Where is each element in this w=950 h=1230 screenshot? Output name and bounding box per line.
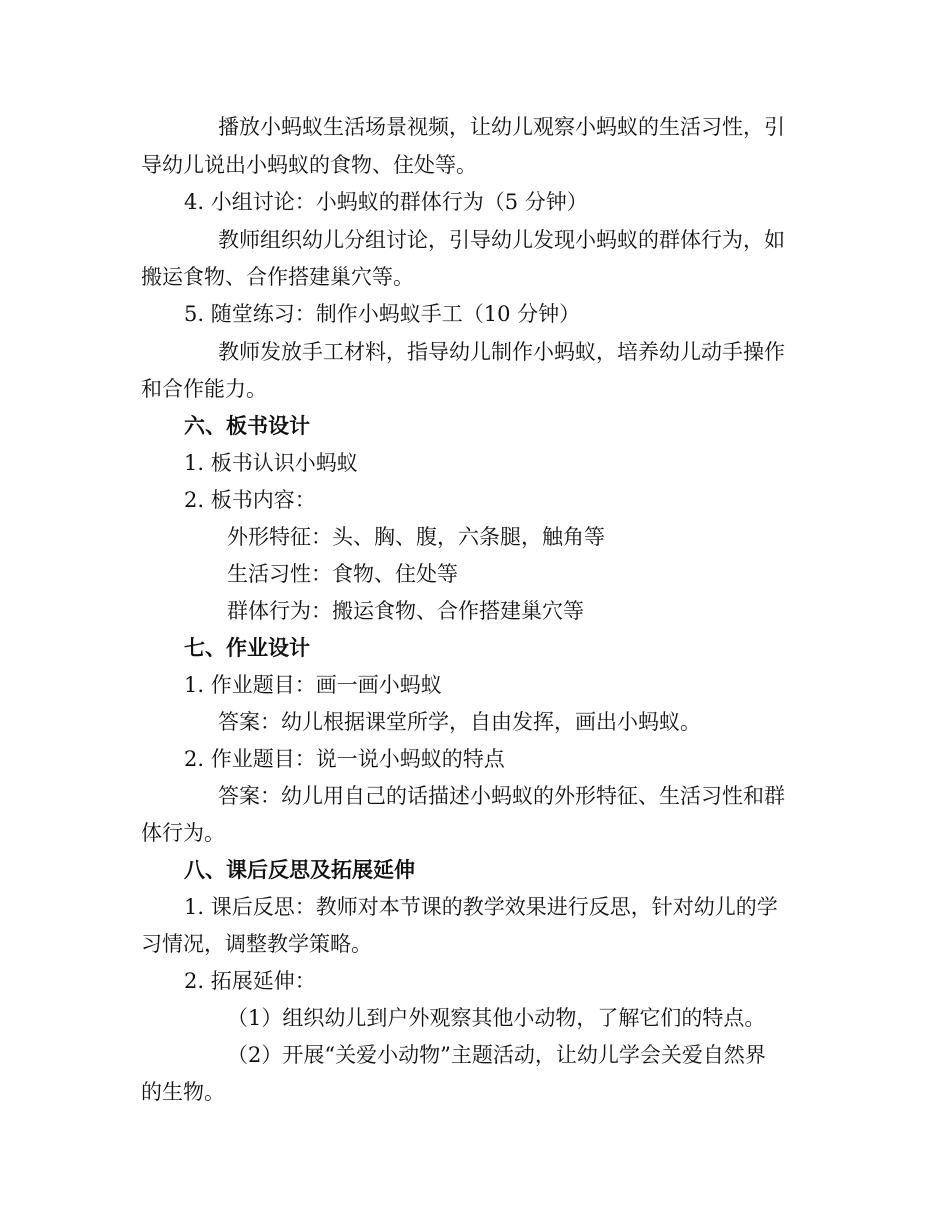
- list-item: 1. 课后反思：教师对本节课的教学效果进行反思，针对幼儿的学: [184, 895, 778, 919]
- list-item: 1. 作业题目：画一画小蚂蚁: [184, 673, 442, 697]
- paragraph-line: 和合作能力。: [141, 377, 267, 401]
- sub-item: （1）组织幼儿到户外观察其他小动物，了解它们的特点。: [227, 1006, 766, 1030]
- sub-item: （2）开展“关爱小动物”主题活动，让幼儿学会关爱自然界: [227, 1043, 766, 1067]
- list-item: 2. 拓展延伸：: [184, 969, 316, 993]
- paragraph-line: 教师发放手工材料，指导幼儿制作小蚂蚁，培养幼儿动手操作: [218, 340, 785, 364]
- list-item: 1. 板书认识小蚂蚁: [184, 451, 358, 475]
- paragraph-line: 搬运食物、合作搭建巢穴等。: [141, 265, 414, 289]
- paragraph-line: 习情况，调整教学策略。: [141, 932, 372, 956]
- answer-line: 体行为。: [141, 821, 225, 845]
- list-item-title: 4. 小组讨论：小蚂蚁的群体行为（5 分钟）: [184, 190, 588, 214]
- section-heading: 八、课后反思及拓展延伸: [184, 857, 415, 882]
- answer-line: 答案：幼儿根据课堂所学，自由发挥，画出小蚂蚁。: [218, 710, 701, 734]
- section-heading: 六、板书设计: [184, 413, 310, 438]
- sub-item: 外形特征：头、胸、腹，六条腿，触角等: [227, 525, 605, 549]
- list-item: 2. 板书内容：: [184, 488, 316, 512]
- list-item-title: 5. 随堂练习：制作小蚂蚁手工（10 分钟）: [184, 302, 581, 326]
- section-heading: 七、作业设计: [184, 635, 310, 660]
- sub-item: 生活习性：食物、住处等: [227, 562, 458, 586]
- paragraph-line: 播放小蚂蚁生活场景视频，让幼儿观察小蚂蚁的生活习性，引: [218, 115, 785, 139]
- paragraph-line: 的生物。: [141, 1080, 225, 1104]
- list-item: 2. 作业题目：说一说小蚂蚁的特点: [184, 747, 505, 771]
- answer-line: 答案：幼儿用自己的话描述小蚂蚁的外形特征、生活习性和群: [218, 784, 785, 808]
- paragraph-line: 导幼儿说出小蚂蚁的食物、住处等。: [141, 153, 477, 177]
- paragraph-line: 教师组织幼儿分组讨论，引导幼儿发现小蚂蚁的群体行为，如: [218, 228, 785, 252]
- sub-item: 群体行为：搬运食物、合作搭建巢穴等: [227, 599, 584, 623]
